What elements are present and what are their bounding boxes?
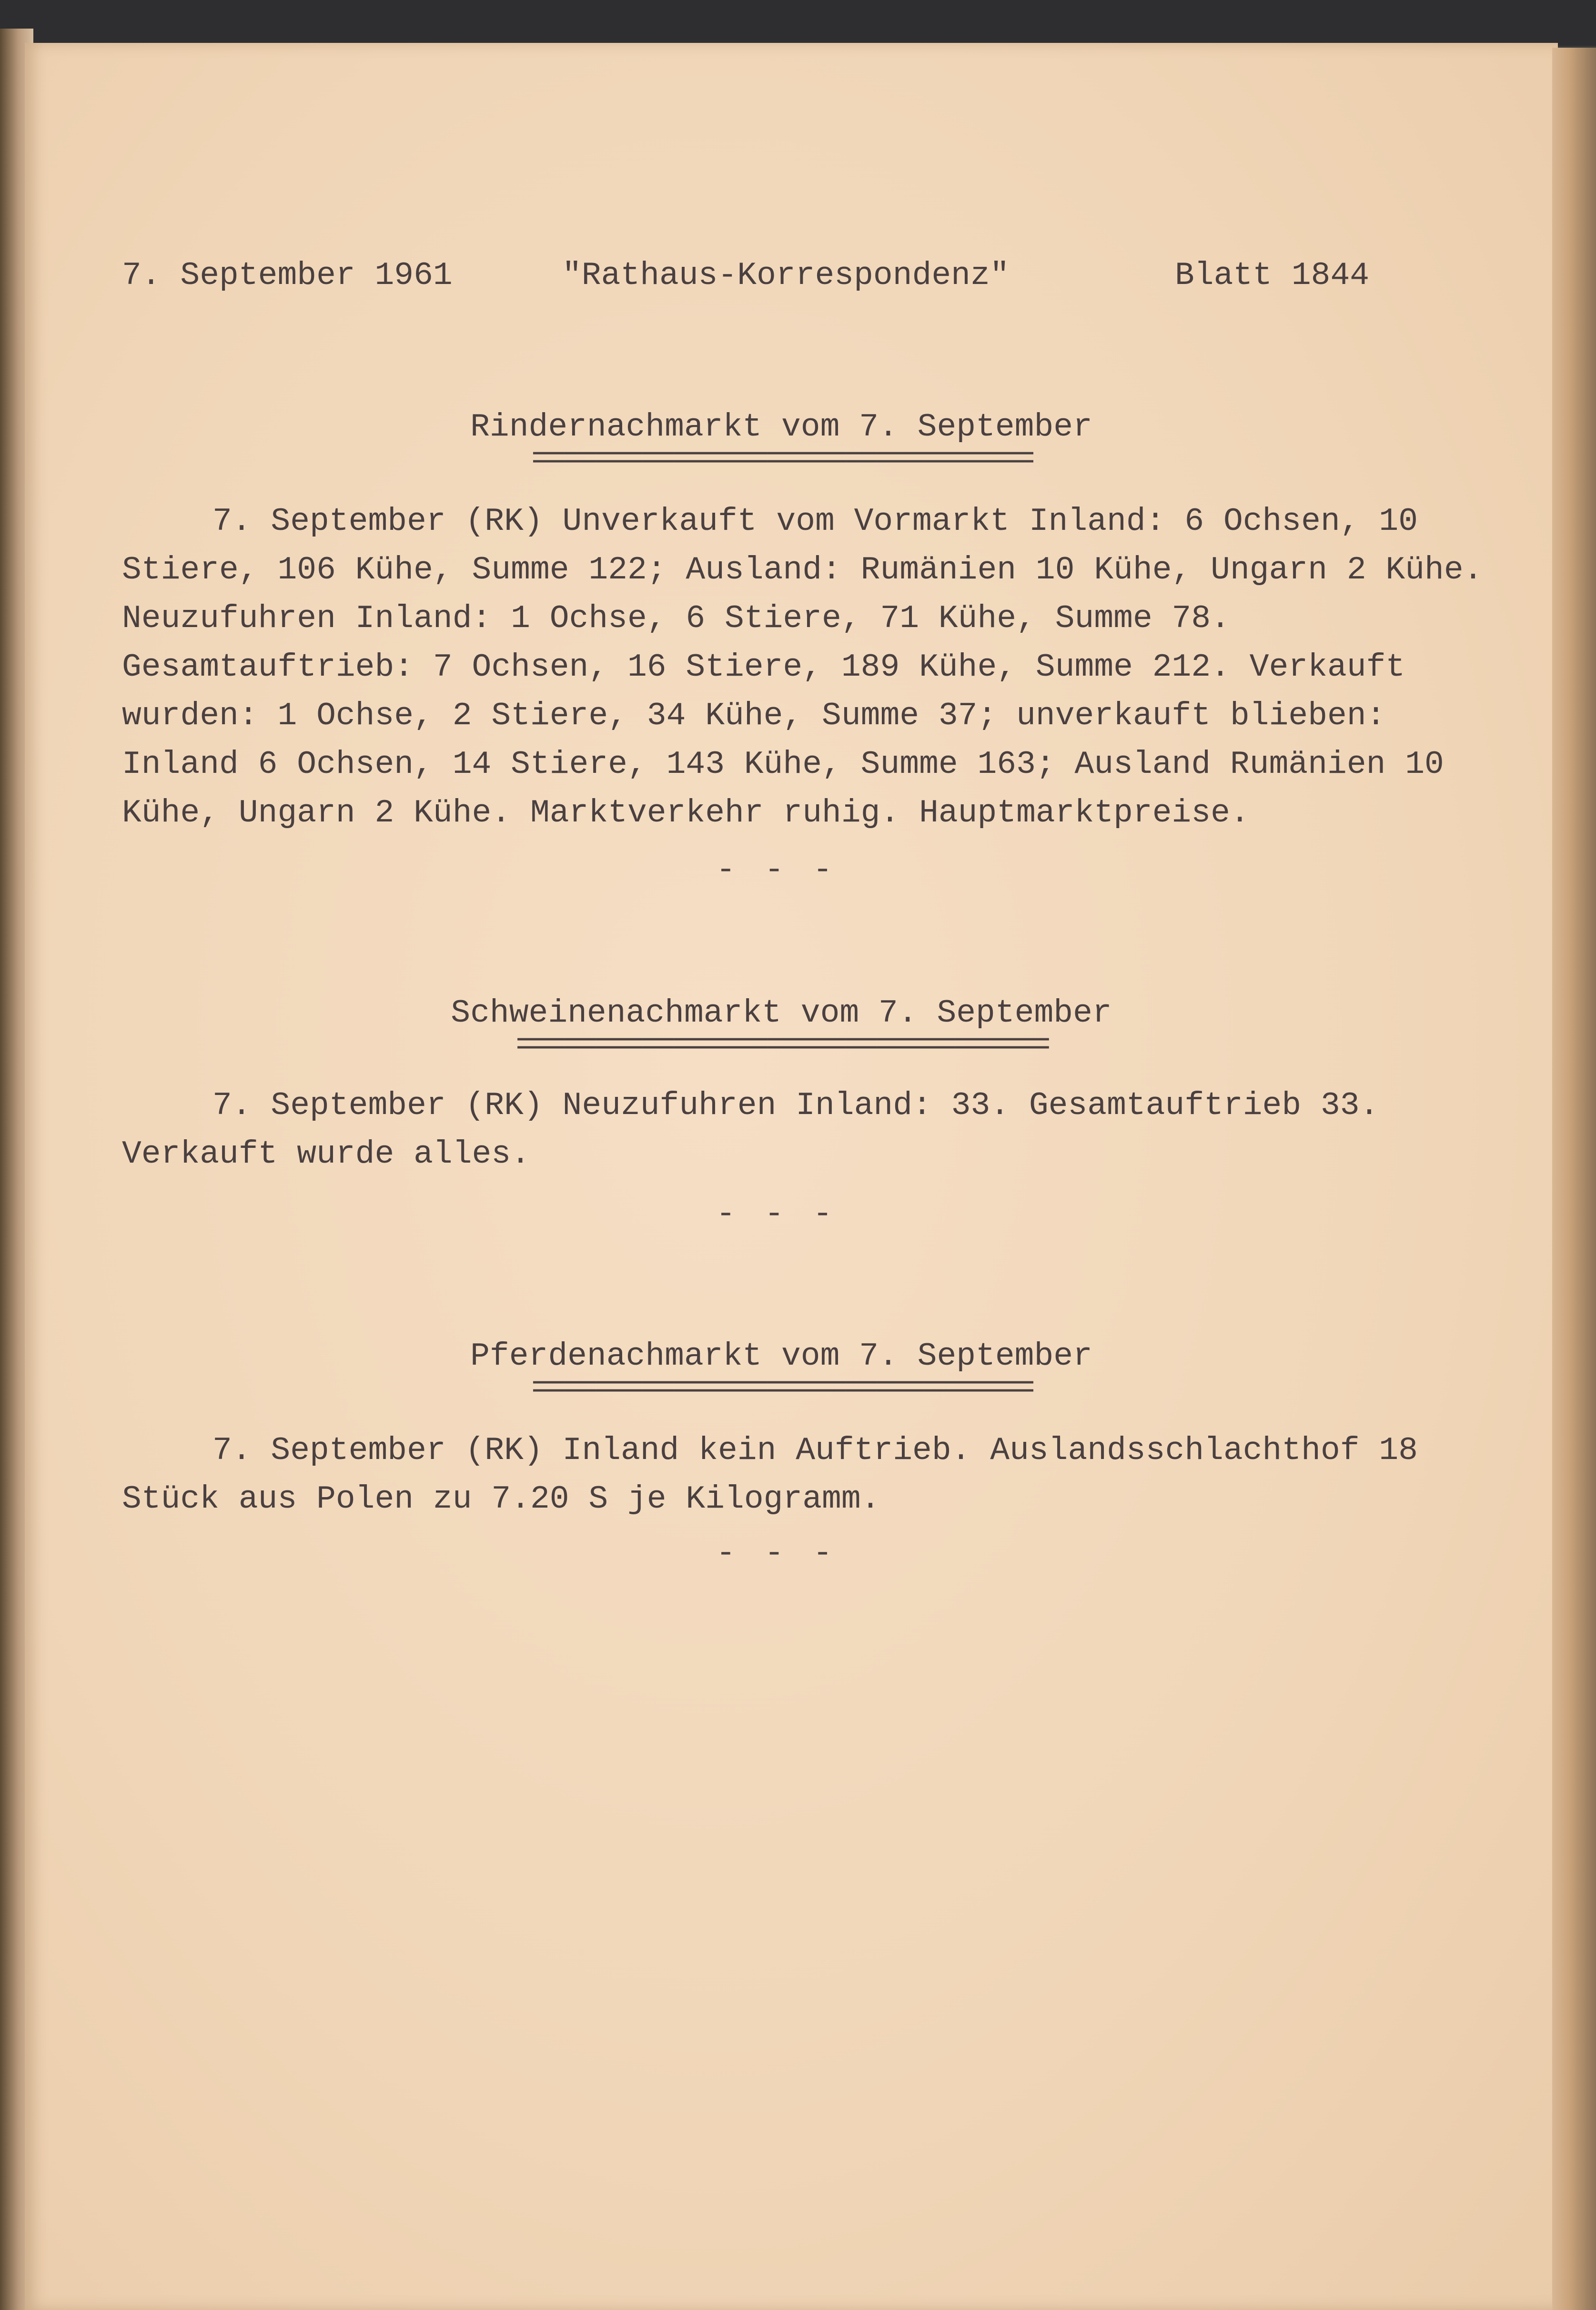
page-edge [1552,48,1596,2310]
section-body-pferde: 7. September (RK) Inland kein Auftrieb. Auslandsschlachthof 18 Stück aus Polen zu 7.20 S je Kilogramm. [122,1432,1418,1518]
header-date: 7. September 1961 [122,257,453,294]
section-body-schweine: 7. September (RK) Neuzufuhren Inland: 33. Gesamtauftrieb 33. Verkauft wurde alles. [122,1087,1379,1173]
header-publication: "Rathaus-Korrespondenz" [562,257,1010,294]
section-title-pferde: Pferdenachmarkt vom 7. September [470,1338,1092,1375]
section-rule-schweine: ================================== [515,1027,1047,1064]
section-separator-pferde: - - - [716,1535,838,1572]
section-separator-schweine: - - - [716,1196,838,1233]
section-title-schweine: Schweinenachmarkt vom 7. September [451,995,1112,1032]
section-separator-rinder: - - - [716,852,838,889]
section-body-rinder: 7. September (RK) Unverkauft vom Vormarkt Inland: 6 Ochsen, 10 Stiere, 106 Kühe, Summe 122; Ausland: Rumänien 10 Kühe, Ungarn 2 Kühe. Neuzufuhren Inland: 1 Ochse, 6 Stiere, 71 Kühe, Summe 78. Gesamtauftrieb: 7 Ochsen, 16 Stiere, 189 Kühe, Summe 212. Verkauft wurden: 1 Ochse, 2 Stiere, 34 Kühe, Summe 37; unverkauft blieben: Inland 6 Ochsen, 14 Stiere, 143 Kühe, Summe 163; Ausland Rumänien 10 Kühe, Ungarn 2 Kühe. Marktverkehr ruhig. Hauptmarktpreise. [122,503,1483,831]
scanner-background [0,0,1596,46]
header-sheet-number: Blatt 1844 [1175,257,1370,294]
section-title-rinder: Rindernachmarkt vom 7. September [470,409,1092,446]
section-rule-rinder: ================================ [531,441,1031,478]
section-rule-pferde: ================================ [531,1370,1031,1407]
